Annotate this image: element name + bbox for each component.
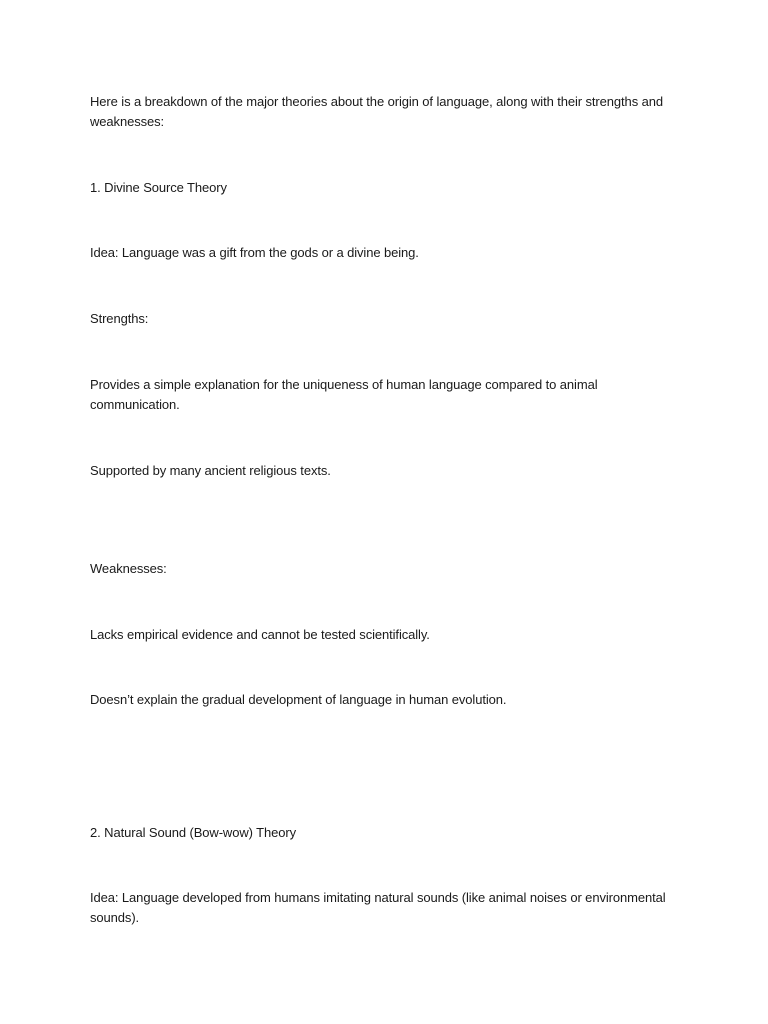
idea-paragraph-natural-sound: Idea: Language developed from humans imitating natural sounds (like animal noises or environmental sounds). (90, 890, 666, 925)
weakness-item: Doesn’t explain the gradual development of language in human evolution. (90, 692, 507, 707)
intro-paragraph: Here is a breakdown of the major theories about the origin of language, along with their strengths and weaknesses: (90, 94, 663, 129)
idea-paragraph-divine-source: Idea: Language was a gift from the gods or a divine being. (90, 245, 419, 260)
strengths-label: Strengths: (90, 311, 149, 326)
strength-item: Supported by many ancient religious texts. (90, 463, 331, 478)
section-heading-divine-source: 1. Divine Source Theory (90, 180, 227, 195)
weakness-item: Lacks empirical evidence and cannot be tested scientifically. (90, 627, 430, 642)
strength-item: Provides a simple explanation for the uniqueness of human language compared to animal communication. (90, 377, 598, 412)
section-heading-natural-sound: 2. Natural Sound (Bow-wow) Theory (90, 825, 296, 840)
weaknesses-label: Weaknesses: (90, 561, 167, 576)
